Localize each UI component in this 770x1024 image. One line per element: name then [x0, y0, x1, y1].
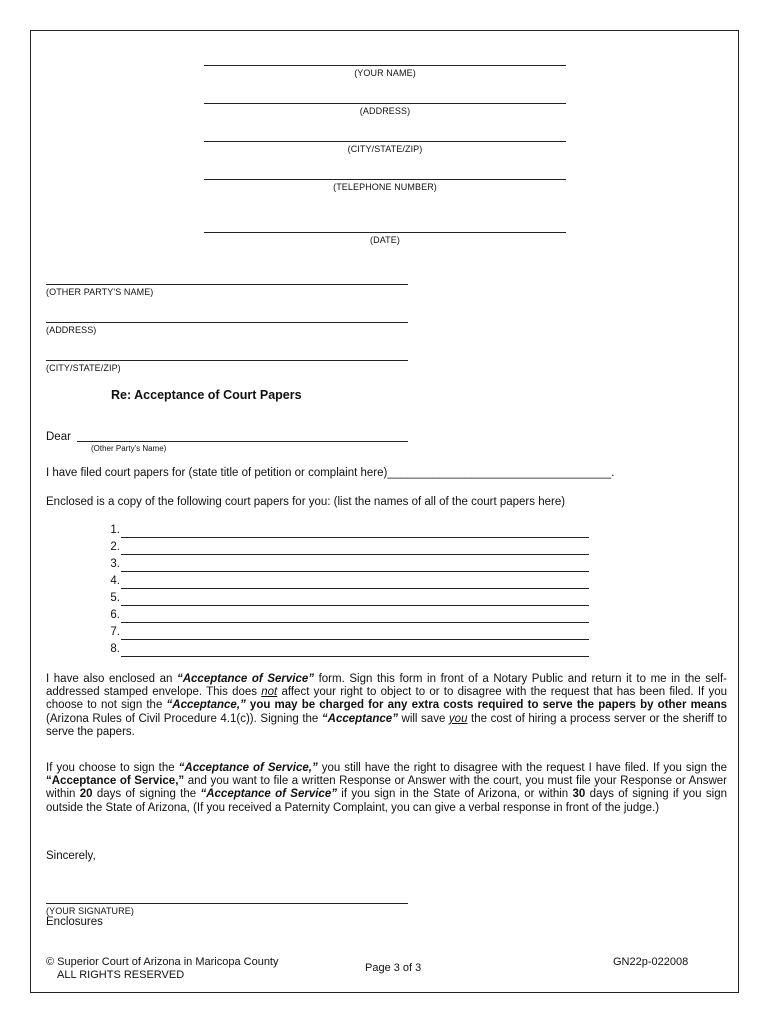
list-item-number: 3.: [110, 558, 120, 570]
closing-text: Sincerely,: [46, 850, 96, 862]
page-border: [30, 30, 739, 993]
list-item-line[interactable]: [121, 571, 589, 572]
other-party-address-caption: (ADDRESS): [46, 325, 97, 335]
your-address-line[interactable]: [204, 103, 566, 104]
list-item-number: 5.: [110, 592, 120, 604]
list-item-number: 2.: [110, 541, 120, 553]
date-caption: (DATE): [370, 235, 400, 245]
list-item-line[interactable]: [121, 656, 589, 657]
page-number: Page 3 of 3: [365, 962, 422, 974]
your-city-caption: (CITY/STATE/ZIP): [347, 144, 423, 154]
signature-line[interactable]: [46, 903, 408, 904]
other-party-address-line[interactable]: [46, 322, 408, 323]
other-party-name-line[interactable]: [46, 284, 408, 285]
salutation-label: Dear: [46, 431, 71, 443]
your-address-caption: (ADDRESS): [359, 106, 411, 116]
salutation-caption: (Other Party's Name): [91, 444, 167, 453]
other-party-city-line[interactable]: [46, 360, 408, 361]
list-item-number: 7.: [110, 626, 120, 638]
your-phone-line[interactable]: [204, 179, 566, 180]
response-paragraph: If you choose to sign the “Acceptance of Service,” you still have the right to disagree with the request I have filed. If you sign the “Acceptance of Service,” and you want to file a written Response or Answer with the court, you must file your Response or Answer within 20 days of signing the “Acceptance of Service” if you sign in the State of Arizona, or within 30 days of signing if you sign outside the State of Arizona, (If you received a Paternity Complaint, you can give a verbal response in front of the judge.): [46, 762, 728, 814]
list-item-number: 8.: [110, 643, 120, 655]
enclosed-papers-line: Enclosed is a copy of the following court papers for you: (list the names of all of the court papers here): [46, 496, 566, 508]
date-line[interactable]: [204, 232, 566, 233]
list-item-number: 1.: [110, 524, 120, 536]
other-party-city-caption: (CITY/STATE/ZIP): [46, 363, 121, 373]
acceptance-paragraph: I have also enclosed an “Acceptance of Service” form. Sign this form in front of a Notary Public and return it to me in the self-addressed stamped envelope. This does not affect your right to object to or to disagree with the request that has been filed. If you choose to not sign the “Acceptance,” you may be charged for any extra costs required to serve the papers by other means (Arizona Rules of Civil Procedure 4.1(c)). Signing the “Acceptance” will save you the cost of hiring a process server or the sheriff to serve the papers.: [46, 673, 728, 738]
your-city-line[interactable]: [204, 141, 566, 142]
list-item-line[interactable]: [121, 537, 589, 538]
list-item-line[interactable]: [121, 554, 589, 555]
form-code: GN22p-022008: [613, 956, 689, 968]
your-phone-caption: (TELEPHONE NUMBER): [333, 182, 437, 192]
rights-reserved-line: ALL RIGHTS RESERVED: [57, 969, 185, 981]
filed-papers-line: I have filed court papers for (state title of petition or complaint here)___________________________________.: [46, 467, 615, 479]
copyright-line: © Superior Court of Arizona in Maricopa County: [46, 956, 279, 968]
your-name-caption: (YOUR NAME): [354, 68, 416, 78]
list-item-line[interactable]: [121, 605, 589, 606]
list-item-number: 6.: [110, 609, 120, 621]
salutation-name-line[interactable]: [77, 441, 408, 442]
list-item-line[interactable]: [121, 588, 589, 589]
other-party-name-caption: (OTHER PARTY'S NAME): [46, 287, 154, 297]
list-item-line[interactable]: [121, 622, 589, 623]
enclosures-label: Enclosures: [46, 916, 103, 928]
list-item-number: 4.: [110, 575, 120, 587]
list-item-line[interactable]: [121, 639, 589, 640]
your-name-line[interactable]: [204, 65, 566, 66]
re-subject-line: Re: Acceptance of Court Papers: [111, 388, 302, 402]
signature-caption: (YOUR SIGNATURE): [46, 906, 134, 916]
